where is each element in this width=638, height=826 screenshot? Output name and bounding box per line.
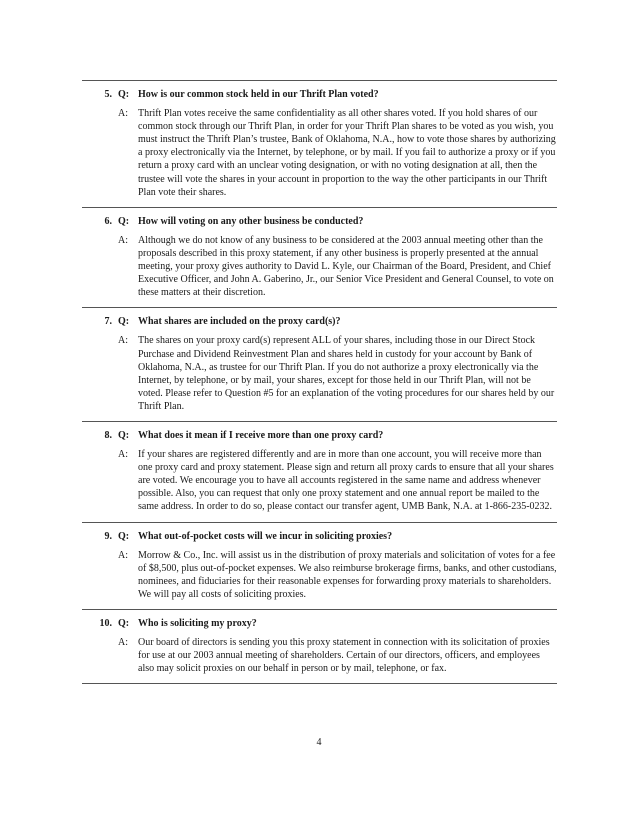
question-row	[82, 215, 557, 228]
answer-row	[82, 107, 557, 199]
question-row	[82, 617, 557, 630]
question-row	[82, 315, 557, 328]
answer-label: A:	[118, 108, 128, 120]
qa-item-8	[82, 422, 557, 523]
answer-row	[82, 549, 557, 601]
question-label: Q:	[118, 215, 130, 227]
answer-text: Our board of directors is sending you this proxy statement in connection with its solicitation of proxies for use at our 2003 annual meeting of shareholders. Certain of our directors, officers, and employees also may solicit proxies on our behalf in person or by mail, telephone, or fax.	[138, 637, 550, 675]
question-label: Q:	[118, 429, 130, 441]
question-label: Q:	[118, 530, 130, 542]
question-text: Who is soliciting my proxy?	[138, 618, 257, 629]
question-label: Q:	[118, 316, 130, 328]
answer-row	[82, 234, 557, 299]
question-number: 10.	[99, 618, 112, 629]
qa-list	[82, 80, 557, 684]
answer-row	[82, 636, 557, 675]
answer-label: A:	[118, 335, 128, 347]
answer-text: The shares on your proxy card(s) represent ALL of your shares, including those in our Direct Stock Purchase and Dividend Reinvestment Plan and shares held in custody for your account by Bank of Oklahoma, N.A., as trustee for our Thrift Plan. If you do not authorize a proxy electronically via the Internet, by telephone, or by mail, your shares, except for those held in our Thrift Plan, will not be voted. Please refer to Question #5 for an explanation of the voting procedures for our shares held by our Thrift Plan.	[138, 335, 555, 412]
answer-text: Although we do not know of any business to be considered at the 2003 annual meeting other than the proposals described in this proxy statement, if any other business is properly presented at the annual meeting, your proxy gives authority to David L. Kyle, our Chairman of the Board, President, and Chief Executive Officer, and John A. Gaberino, Jr., our Senior Vice President and General Counsel, to vote on these matters at their discretion.	[138, 234, 554, 299]
answer-spacer	[82, 549, 112, 601]
answer-spacer	[82, 234, 112, 299]
question-number: 8.	[104, 429, 112, 441]
qa-item-10	[82, 610, 557, 684]
question-number: 9.	[104, 530, 112, 542]
question-row	[82, 88, 557, 101]
qa-item-5	[82, 81, 557, 208]
answer-label: A:	[118, 549, 128, 561]
answer-text: Thrift Plan votes receive the same confidentiality as all other shares voted. If you hold shares of our common stock through our Thrift Plan, in order for your Thrift Plan shares to be voted as you wish, you must instruct the Thrift Plan’s trustee, Bank of Oklahoma, N.A., how to vote those shares by authorizing a proxy electronically via the Internet, by telephone, or by mail. If you fail to authorize a proxy or if you return a proxy card with an unclear voting designation, or with no voting designation at all, then the trustee will vote the shares in your account in proportion to the way the other participants in our Thrift Plan vote their shares.	[138, 108, 556, 198]
question-row	[82, 530, 557, 543]
question-number: 6.	[104, 215, 112, 227]
question-row	[82, 429, 557, 442]
qa-item-9	[82, 523, 557, 610]
question-text: How is our common stock held in our Thrift Plan voted?	[138, 89, 379, 100]
question-text: How will voting on any other business be conducted?	[138, 215, 364, 227]
question-number: 7.	[104, 316, 112, 328]
question-text: What shares are included on the proxy card(s)?	[138, 316, 341, 328]
answer-label: A:	[118, 449, 128, 461]
qa-item-7	[82, 308, 557, 422]
answer-spacer	[82, 636, 112, 675]
page-number: 4	[316, 737, 322, 748]
answer-text: If your shares are registered differently and are in more than one account, you will receive more than one proxy card and proxy statement. Please sign and return all proxy cards to ensure that all your shares are voted. We encourage you to have all accounts registered in the same name and address whenever possible. Also, you can request that only one proxy statement and one annual report be mailed to the same address. In order to do so, please contact our transfer agent, UMB Bank, N.A. at 1-866-235-0232.	[138, 449, 554, 513]
answer-spacer	[82, 107, 112, 199]
answer-text: Morrow & Co., Inc. will assist us in the distribution of proxy materials and solicitation of votes for a fee of $8,500, plus out-of-pocket expenses. We also reimburse brokerage firms, banks, and other custodians, nominees, and fiduciaries for their reasonable expenses for forwarding proxy materials to shareholders. We will pay all costs of soliciting proxies.	[138, 549, 557, 600]
answer-row	[82, 448, 557, 513]
answer-label: A:	[118, 234, 128, 246]
question-label: Q:	[118, 89, 130, 100]
answer-label: A:	[118, 637, 128, 649]
question-label: Q:	[118, 618, 130, 629]
qa-item-6	[82, 208, 557, 309]
answer-spacer	[82, 448, 112, 513]
answer-row	[82, 334, 557, 413]
question-number: 5.	[104, 89, 112, 100]
answer-spacer	[82, 334, 112, 413]
question-text: What does it mean if I receive more than one proxy card?	[138, 429, 384, 441]
question-text: What out-of-pocket costs will we incur in soliciting proxies?	[138, 530, 393, 542]
